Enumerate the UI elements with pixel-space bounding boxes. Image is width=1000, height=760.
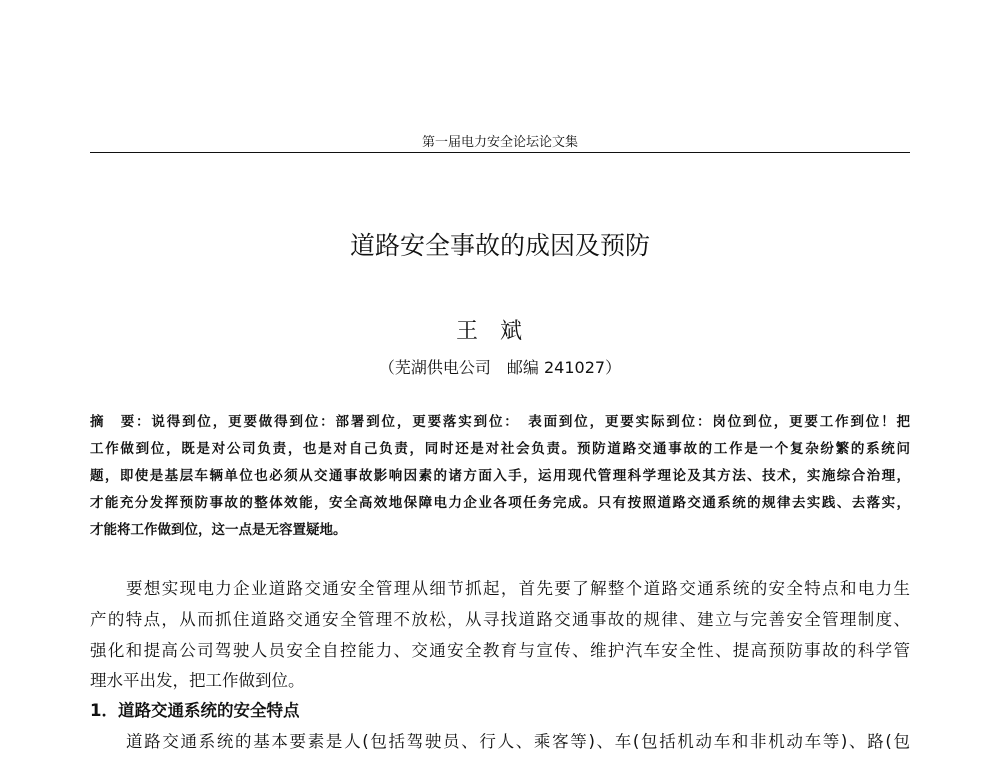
abstract-line: 工作做到位，既是对公司负责，也是对自己负责，同时还是对社会负责。预防道路交通事故的工作是一个复杂纷繁的系统问 <box>90 441 910 457</box>
paragraph-line: 要想实现电力企业道路交通安全管理从细节抓起，首先要了解整个道路交通系统的安全特点和电力生 <box>126 579 910 598</box>
paragraph-line: 理水平出发，把工作做到位。 <box>90 671 305 690</box>
abstract-line: 摘 要：说得到位，更要做得到位：部署到位，更要落实到位： 表面到位，更要实际到位：岗位到位，更要工作到位！把 <box>90 414 910 430</box>
author-name: 王斌 <box>455 319 544 344</box>
abstract-line: 才能将工作做到位，这一点是无容置疑地。 <box>90 522 347 538</box>
section-heading: 1．道路交通系统的安全特点 <box>90 701 300 720</box>
paragraph-line: 强化和提高公司驾驶人员安全自控能力、交通安全教育与宣传、维护汽车安全性、提高预防事故的科学管 <box>90 641 910 660</box>
header-rule <box>90 152 910 153</box>
abstract-line: 才能充分发挥预防事故的整体效能，安全高效地保障电力企业各项任务完成。只有按照道路交通系统的规律去实践、去落实， <box>90 495 910 511</box>
paragraph-line: 产的特点，从而抓住道路交通安全管理不放松，从寻找道路交通事故的规律、建立与完善安全管理制度、 <box>90 610 910 629</box>
paper-title: 道路安全事故的成因及预防 <box>349 231 650 260</box>
paragraph-line: 道路交通系统的基本要素是人(包括驾驶员、行人、乘客等)、车(包括机动车和非机动车等)、路(包 <box>126 732 910 751</box>
abstract-line: 题，即使是基层车辆单位也必须从交通事故影响因素的诸方面入手，运用现代管理科学理论及其方法、技术，实施综合治理， <box>90 468 910 484</box>
running-head: 第一届电力安全论坛论文集 <box>421 135 578 150</box>
affiliation: （芜湖供电公司 邮编 241027） <box>378 358 622 377</box>
